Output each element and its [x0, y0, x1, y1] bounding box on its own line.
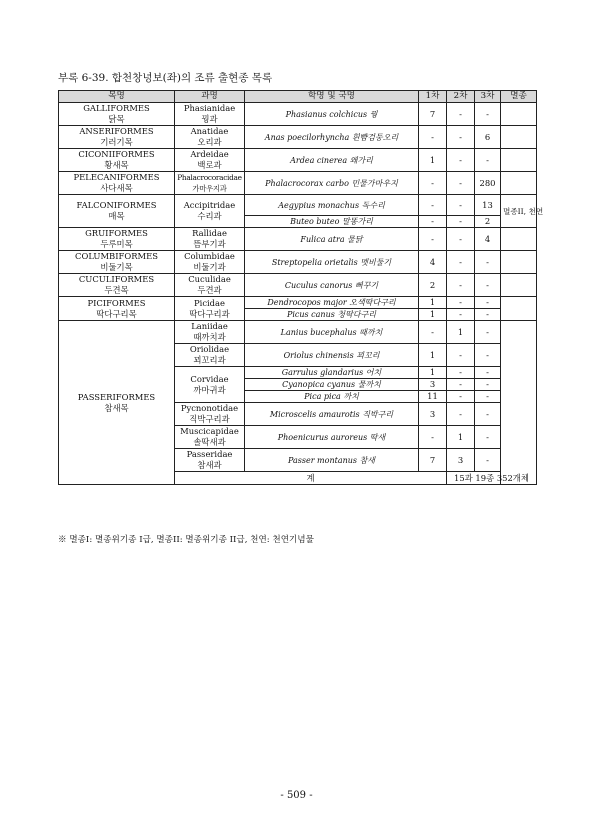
- header-survey-2: 2차: [447, 91, 475, 103]
- survey-3-count: 280: [475, 172, 501, 195]
- survey-3-count: 2: [475, 216, 501, 228]
- species-table: [58, 90, 544, 485]
- status-cell: [501, 126, 537, 149]
- survey-3-count: -: [475, 426, 501, 449]
- table-row: [59, 251, 537, 274]
- species-cell: Phalacrocorax carbo 민물가마우지: [245, 172, 419, 195]
- species-cell: Ardea cinerea 왜가리: [245, 149, 419, 172]
- family-cell: Passeridae 참새과: [175, 449, 245, 472]
- family-cell: Pycnonotidae 직박구리과: [175, 403, 245, 426]
- family-cell: Laniidae 때까치과: [175, 321, 245, 344]
- survey-2-count: -: [447, 274, 475, 297]
- survey-2-count: -: [447, 297, 475, 309]
- survey-3-count: 6: [475, 126, 501, 149]
- survey-2-count: 3: [447, 449, 475, 472]
- status-cell: [501, 103, 537, 126]
- species-cell: Fulica atra 물닭: [245, 228, 419, 251]
- survey-1-count: -: [419, 195, 447, 216]
- order-cell: ANSERIFORMES 기러기목: [59, 126, 175, 149]
- order-cell: GRUIFORMES 두루미목: [59, 228, 175, 251]
- survey-1-count: -: [419, 126, 447, 149]
- species-cell: Cyanopica cyanus 물까치: [245, 379, 419, 391]
- species-cell: Streptopelia orietalis 멧비둘기: [245, 251, 419, 274]
- table-row: [59, 103, 537, 126]
- survey-1-count: 3: [419, 379, 447, 391]
- survey-3-count: 4: [475, 228, 501, 251]
- survey-1-count: 1: [419, 309, 447, 321]
- page-number: - 509 -: [280, 790, 313, 801]
- header-status: 멸종: [501, 91, 537, 103]
- survey-2-count: 1: [447, 321, 475, 344]
- survey-3-count: -: [475, 297, 501, 309]
- status-cell: [501, 297, 537, 321]
- survey-2-count: 1: [447, 426, 475, 449]
- table-row: [59, 228, 537, 251]
- survey-2-count: -: [447, 172, 475, 195]
- survey-2-count: -: [447, 251, 475, 274]
- family-cell: Picidae 딱다구리과: [175, 297, 245, 321]
- table-row: [59, 149, 537, 172]
- survey-3-count: -: [475, 103, 501, 126]
- family-cell: Ardeidae 백로과: [175, 149, 245, 172]
- survey-1-count: 4: [419, 251, 447, 274]
- survey-2-count: -: [447, 216, 475, 228]
- survey-1-count: 11: [419, 391, 447, 403]
- survey-3-count: -: [475, 403, 501, 426]
- order-cell: PICIFORMES 딱다구리목: [59, 297, 175, 321]
- family-cell: Anatidae 오리과: [175, 126, 245, 149]
- species-cell: Buteo buteo 말똥가리: [245, 216, 419, 228]
- family-cell: Rallidae 뜸부기과: [175, 228, 245, 251]
- species-cell: Dendrocopos major 오색딱다구리: [245, 297, 419, 309]
- table-row: [59, 297, 537, 309]
- survey-3-count: -: [475, 321, 501, 344]
- survey-3-count: -: [475, 251, 501, 274]
- footnote: ※ 멸종I: 멸종위기종 I급, 멸종II: 멸종위기종 II급, 천연: 천연기념물: [58, 535, 314, 545]
- species-cell: Microscelis amaurotis 직박구리: [245, 403, 419, 426]
- survey-1-count: -: [419, 172, 447, 195]
- family-cell: Cuculidae 두견과: [175, 274, 245, 297]
- table-header-row: [59, 91, 537, 103]
- status-cell: [501, 321, 537, 485]
- order-cell: PASSERIFORMES 참새목: [59, 321, 175, 485]
- species-cell: Garrulus glandarius 어치: [245, 367, 419, 379]
- survey-2-count: -: [447, 149, 475, 172]
- survey-2-count: -: [447, 379, 475, 391]
- table-row: [59, 126, 537, 149]
- survey-1-count: -: [419, 216, 447, 228]
- table-row: [59, 172, 537, 195]
- survey-1-count: 1: [419, 344, 447, 367]
- survey-1-count: 1: [419, 367, 447, 379]
- survey-3-count: -: [475, 449, 501, 472]
- status-cell: 멸종II, 천연: [501, 195, 537, 228]
- survey-1-count: 1: [419, 297, 447, 309]
- order-cell: FALCONIFORMES 매목: [59, 195, 175, 228]
- family-cell: Corvidae 까마귀과: [175, 367, 245, 403]
- survey-1-count: 1: [419, 149, 447, 172]
- survey-3-count: 13: [475, 195, 501, 216]
- header-species: 학명 및 국명: [245, 91, 419, 103]
- survey-3-count: -: [475, 379, 501, 391]
- order-cell: CICONIIFORMES 황새목: [59, 149, 175, 172]
- species-cell: Phasianus colchicus 꿩: [245, 103, 419, 126]
- survey-3-count: -: [475, 344, 501, 367]
- species-cell: Oriolus chinensis 꾀꼬리: [245, 344, 419, 367]
- survey-3-count: -: [475, 149, 501, 172]
- survey-3-count: -: [475, 367, 501, 379]
- family-cell: Phasianidae 꿩과: [175, 103, 245, 126]
- family-cell: Oriolidae 꾀꼬리과: [175, 344, 245, 367]
- survey-1-count: 2: [419, 274, 447, 297]
- species-cell: Picus canus 청딱다구리: [245, 309, 419, 321]
- survey-2-count: -: [447, 228, 475, 251]
- species-cell: Lanius bucephalus 때까치: [245, 321, 419, 344]
- survey-2-count: -: [447, 126, 475, 149]
- survey-1-count: 7: [419, 449, 447, 472]
- survey-3-count: -: [475, 391, 501, 403]
- order-cell: PELECANIFORMES 사다새목: [59, 172, 175, 195]
- status-cell: [501, 228, 537, 251]
- table-row: [59, 321, 537, 344]
- status-cell: [501, 274, 537, 297]
- survey-3-count: -: [475, 274, 501, 297]
- species-cell: Passer montanus 참새: [245, 449, 419, 472]
- survey-2-count: -: [447, 367, 475, 379]
- survey-2-count: -: [447, 103, 475, 126]
- family-cell: Accipitridae 수리과: [175, 195, 245, 228]
- survey-1-count: -: [419, 228, 447, 251]
- header-family: 과명: [175, 91, 245, 103]
- status-cell: [501, 149, 537, 172]
- table-caption: 부록 6-39. 합천창녕보(좌)의 조류 출현종 목록: [58, 72, 273, 84]
- survey-1-count: 3: [419, 403, 447, 426]
- survey-2-count: -: [447, 195, 475, 216]
- survey-2-count: -: [447, 403, 475, 426]
- survey-1-count: -: [419, 321, 447, 344]
- order-cell: GALLIFORMES 닭목: [59, 103, 175, 126]
- header-survey-3: 3차: [475, 91, 501, 103]
- survey-2-count: -: [447, 344, 475, 367]
- survey-3-count: -: [475, 309, 501, 321]
- species-cell: Phoenicurus auroreus 딱새: [245, 426, 419, 449]
- species-cell: Anas poecilorhyncha 흰뺨검둥오리: [245, 126, 419, 149]
- table-row: [59, 274, 537, 297]
- status-cell: [501, 251, 537, 274]
- order-cell: COLUMBIFORMES 비둘기목: [59, 251, 175, 274]
- table-row: [59, 195, 537, 216]
- family-cell: Columbidae 비둘기과: [175, 251, 245, 274]
- header-order: 목명: [59, 91, 175, 103]
- header-survey-1: 1차: [419, 91, 447, 103]
- survey-1-count: -: [419, 426, 447, 449]
- family-cell: Phalacrocoracidae 가마우지과: [175, 172, 245, 195]
- species-cell: Aegypius monachus 독수리: [245, 195, 419, 216]
- family-cell: Muscicapidae 솔딱새과: [175, 426, 245, 449]
- total-label: 계: [175, 472, 447, 485]
- survey-2-count: -: [447, 309, 475, 321]
- species-cell: Pica pica 까치: [245, 391, 419, 403]
- status-cell: [501, 172, 537, 195]
- total-value: 15과 19종 352개체: [447, 472, 537, 485]
- order-cell: CUCULIFORMES 두견목: [59, 274, 175, 297]
- survey-1-count: 7: [419, 103, 447, 126]
- species-cell: Cuculus canorus 뻐꾸기: [245, 274, 419, 297]
- survey-2-count: -: [447, 391, 475, 403]
